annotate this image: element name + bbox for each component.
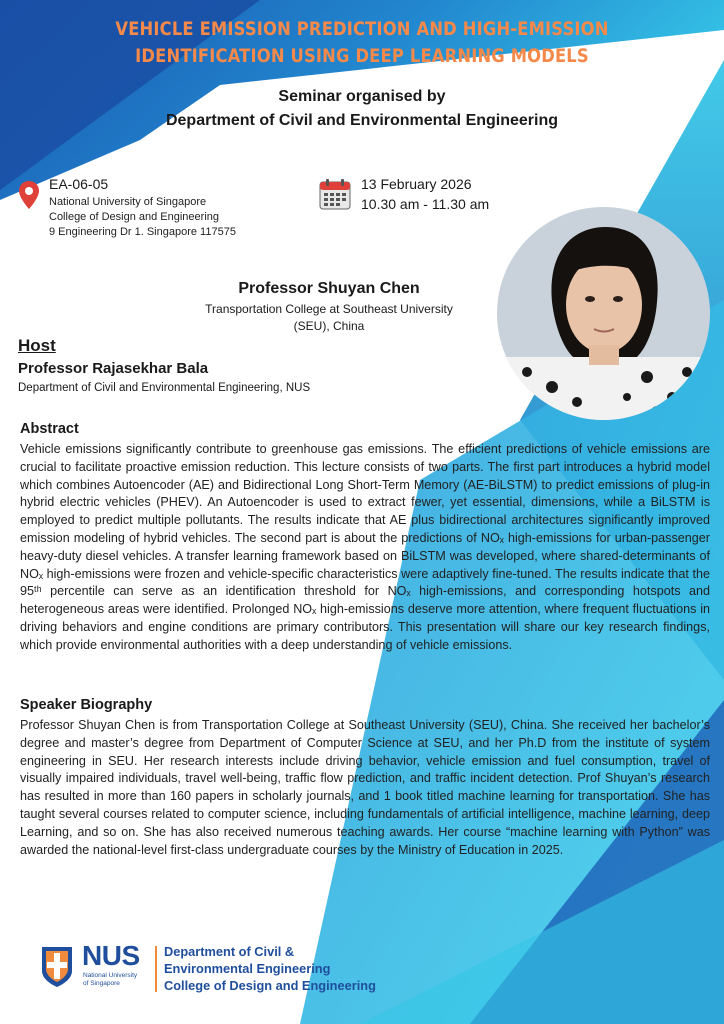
event-date: 13 February 2026 xyxy=(361,176,472,192)
seminar-title: VEHICLE EMISSION PREDICTION AND HIGH-EMISSION IDENTIFICATION USING DEEP LEARNING MODELS xyxy=(115,18,609,67)
venue-line-1: National University of Singapore xyxy=(49,196,207,208)
organising-department: Department of Civil and Environmental Engineering xyxy=(165,112,559,129)
venue-line-3: 9 Engineering Dr 1. Singapore 117575 xyxy=(49,226,236,238)
speaker-affiliation-line-2: (SEU), China xyxy=(293,319,365,333)
abstract-text: Vehicle emissions significantly contribute to greenhouse gas emissions. The efficient predictions of vehicle emissions are crucial to facilitate proactive emission reduction. This lecture consists of two parts. The first part introduces a hybrid model which combines Autoencoder (AE) and Bidirectional Long Short-Term Memory (AE-BiLSTM) to predict emissions of plug-in hybrid electric vehicles (PHEV). An Autoencoder is used to extract fewer, yet essential, dimensions, while a BiLSTM is employed to predict multiple pollutants. The results indicate that AE plus bidirectional architectures significantly improved emission modeling of hybrid vehicles. The second part is about the predictions of NOₓ high-emissions for urban-passenger heavy-duty diesel vehicles. A transfer learning framework based on BiLSTM was developed, where shared-determinants of NOₓ high-emissions were frozen and vehicle-specific characteristics were adaptively fine-tuned. The results indicate that the 95ᵗʰ percentile can serve as an identification threshold for NOₓ high-emissions, and corresponding hotspots and heterogeneous areas were identified. Prolonged NOₓ high-emissions deserve more attention, where frequent fluctuations in driving behaviors and engine conditions are primary contributors. This presentation will share our key research findings, which provide environmental authorities with a deep understanding of vehicle emissions. xyxy=(20,442,710,652)
nus-logo-sub-2: of Singapore xyxy=(83,980,120,987)
nus-crest-icon xyxy=(40,945,74,989)
location-pin-icon xyxy=(18,180,40,210)
venue-line-2: College of Design and Engineering xyxy=(49,211,220,223)
calendar-icon xyxy=(318,177,352,211)
host-department: Department of Civil and Environmental Engineering, NUS xyxy=(18,382,311,394)
footer-divider xyxy=(155,946,157,992)
speaker-affiliation-line-1: Transportation College at Southeast University xyxy=(205,302,453,316)
event-time: 10.30 am - 11.30 am xyxy=(361,196,490,212)
host-name: Professor Rajasekhar Bala xyxy=(18,360,209,377)
abstract-heading: Abstract xyxy=(20,421,79,437)
nus-logo-sub-1: National University xyxy=(83,972,138,979)
footer-department-line-2: Environmental Engineering xyxy=(164,961,331,976)
organised-by-label: Seminar organised by xyxy=(278,88,446,105)
venue-code: EA-06-05 xyxy=(49,176,109,192)
footer-department-line-1: Department of Civil & xyxy=(164,944,295,959)
speaker-name: Professor Shuyan Chen xyxy=(238,280,420,297)
host-heading: Host xyxy=(18,336,56,355)
biography-heading: Speaker Biography xyxy=(20,697,153,713)
nus-logo-text: NUS xyxy=(82,940,140,971)
footer-college-line: College of Design and Engineering xyxy=(164,978,376,993)
biography-text: Professor Shuyan Chen is from Transportation College at Southeast University (SEU), China. She received her bachelor’s degree and master’s degree from Department of Computer Science at SEU, and her Ph.D from the institute of system engineering in SEU. Her research interests include driving behavior, vehicle emission and fuel consumption, travel of visually impaired individuals, travel well-being, traffic flow prediction, and traffic incident detection. Prof Shuyan’s research has resulted in more than 160 papers in scholarly journals, and 1 book titled machine learning for transportation. She has taught several courses related to computer science, including fundamentals of artificial intelligence, machine learning, deep Learning, and so on. She has also received numerous teaching awards. Her course “machine learning with Python” was awarded the national-level first-class undergraduate courses by the Ministry of Education in 2025. xyxy=(20,718,710,857)
